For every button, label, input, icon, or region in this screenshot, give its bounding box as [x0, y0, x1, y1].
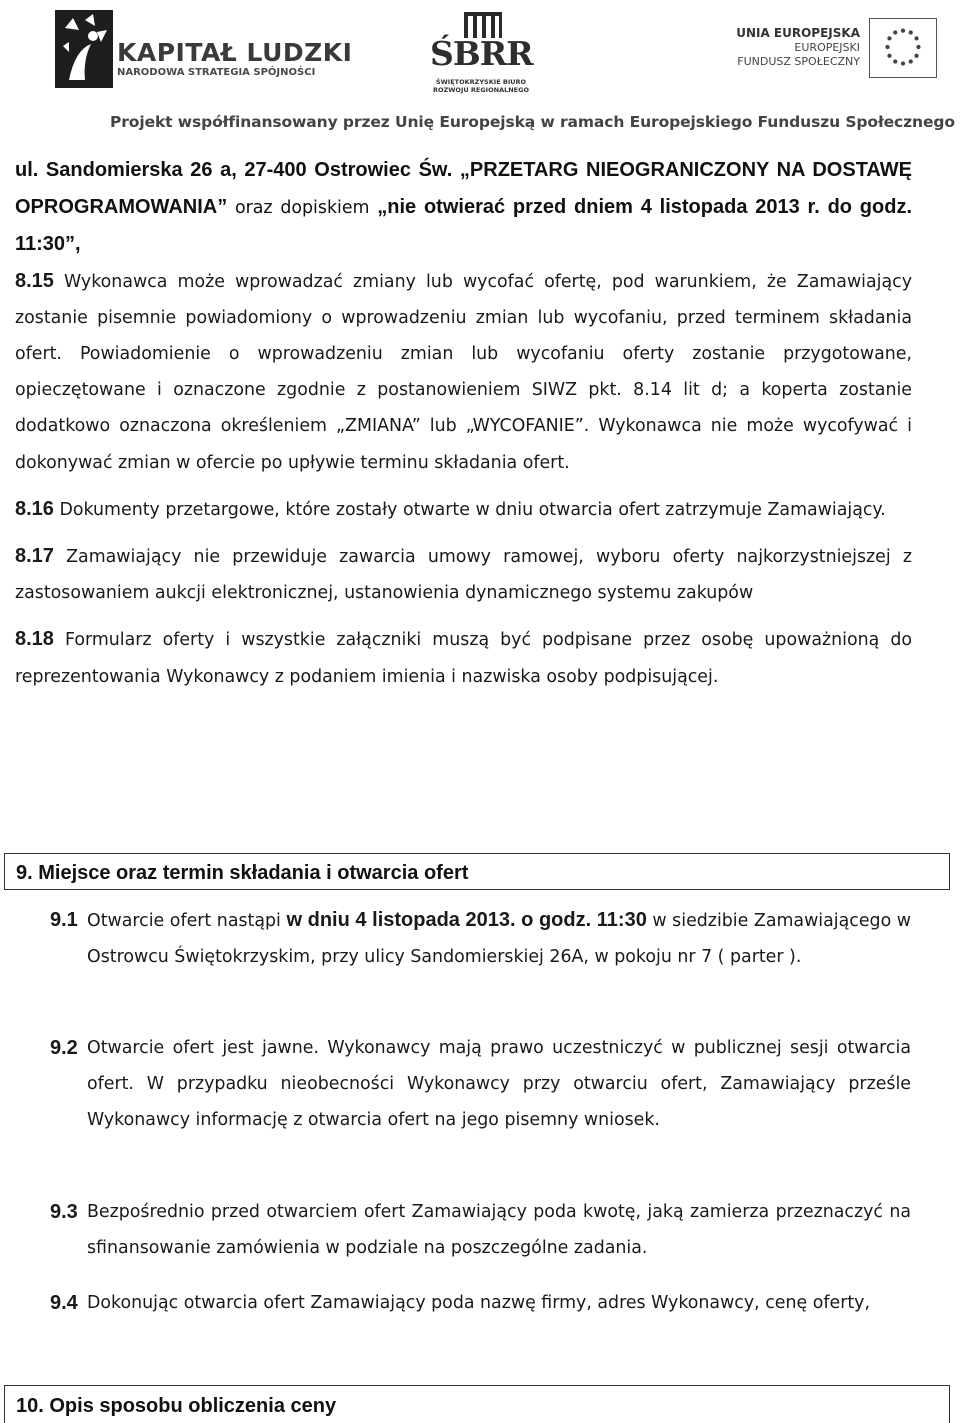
paragraph-8-15-text: Wykonawca może wprowadzać zmiany lub wycofać ofertę, pod warunkiem, że Zamawiający zostanie pisemnie powiadomiony o wprowadzeniu zmian lub wycofaniu, przed terminem składania ofert. Powiadomienie o wprowadzeniu zmian lub wycofaniu oferty zostanie przygotowane, opieczętowane i oznaczone zgodnie z postanowieniem SIWZ pkt. 8.14 lit d; a koperta zostanie dodatkowo oznaczona określeniem „ZMIANA” lub „WYCOFANIE”. Wykonawca nie może wycofywać i dokonywać zmian w ofercie po upływie terminu składania ofert.	[15, 271, 912, 473]
item-9-4-text: Dokonując otwarcia ofert Zamawiający poda nazwę firmy, adres Wykonawcy, cenę oferty,	[87, 1293, 870, 1313]
item-9-1-text-1: Otwarcie ofert nastąpi	[87, 911, 287, 931]
eu-subtitle-1: EUROPEJSKI	[794, 41, 860, 54]
item-9-1-bold: w dniu 4 listopada 2013. o godz. 11:30	[286, 909, 647, 931]
kapital-ludzki-emblem-icon	[55, 10, 113, 88]
item-9-1-text-2: w siedzibie Zamawiającego w Ostrowcu Świętokrzyskim, przy ulicy Sandomierskiej 26A, w pokoju nr 7 ( parter ).	[87, 911, 911, 968]
section-9-heading-box	[4, 853, 950, 890]
item-9-4	[50, 1285, 911, 1321]
item-9-1	[50, 902, 911, 975]
item-9-2-number: 9.2	[50, 1037, 78, 1059]
paragraph-8-16	[15, 491, 912, 528]
sbrr-subtitle-1: ŚWIĘTOKRZYSKIE BIURO	[435, 78, 527, 86]
section-9-title: 9. Miejsce oraz termin składania i otwarcia ofert	[16, 862, 469, 884]
item-9-3-number: 9.3	[50, 1201, 78, 1223]
document-header	[0, 0, 960, 150]
project-cofinancing-line: Projekt współfinansowany przez Unię Europejską w ramach Europejskiego Funduszu Społecznego	[110, 113, 955, 131]
eu-flag-icon	[869, 18, 937, 78]
intro-paragraph	[15, 152, 912, 263]
item-9-2	[50, 1030, 911, 1139]
paragraph-8-17	[15, 538, 912, 611]
kapital-ludzki-title: KAPITAŁ LUDZKI	[117, 38, 353, 67]
paragraph-8-18-number: 8.18	[15, 628, 54, 651]
section-10-heading-box	[4, 1385, 950, 1423]
item-9-4-number: 9.4	[50, 1292, 78, 1314]
item-9-1-number: 9.1	[50, 909, 78, 931]
item-9-3	[50, 1194, 911, 1266]
sbrr-name: ŚBRR	[430, 34, 533, 73]
paragraph-8-16-text: Dokumenty przetargowe, które zostały otwarte w dniu otwarcia ofert zatrzymuje Zamawiający.	[53, 499, 886, 520]
sbrr-subtitle-2: ROZWOJU REGIONALNEGO	[433, 86, 529, 94]
paragraph-8-15	[15, 263, 912, 481]
intro-bold-2: „nie otwierać przed dniem 4 listopada 2013 r. do godz. 11:30”,	[15, 195, 913, 255]
paragraph-8-15-number: 8.15	[15, 269, 54, 292]
paragraph-8-17-number: 8.17	[15, 544, 54, 567]
item-9-2-text: Otwarcie ofert jest jawne. Wykonawcy mają prawo uczestniczyć w publicznej sesji otwarcia ofert. W przypadku nieobecności Wykonawcy przy otwarciu ofert, Zamawiający prześle Wykonawcy informację z otwarcia ofert na jego pisemny wniosek.	[87, 1038, 911, 1131]
intro-bold-1: ul. Sandomierska 26 a, 27-400 Ostrowiec Św. „PRZETARG NIEOGRANICZONY NA DOSTAWĘ OPROGRAMOWANIA”	[15, 159, 912, 218]
document-body	[15, 152, 912, 695]
eu-logo	[735, 18, 945, 88]
eu-subtitle-2: FUNDUSZ SPOŁECZNY	[737, 55, 860, 68]
section-10-title: 10. Opis sposobu obliczenia ceny	[16, 1395, 337, 1417]
item-9-3-text: Bezpośrednio przed otwarciem ofert Zamawiający poda kwotę, jaką zamierza przeznaczyć na sfinansowanie zamówienia w podziale na poszczególne zadania.	[87, 1202, 911, 1259]
paragraph-8-18	[15, 621, 912, 694]
eu-title: UNIA EUROPEJSKA	[736, 26, 860, 40]
paragraph-8-16-number: 8.16	[15, 497, 54, 520]
sbrr-logo	[428, 8, 538, 98]
paragraph-8-18-text: Formularz oferty i wszystkie załączniki muszą być podpisane przez osobę upoważnioną do reprezentowania Wykonawcy z podaniem imienia i nazwiska osoby podpisującej.	[15, 630, 912, 687]
paragraph-8-17-text: Zamawiający nie przewiduje zawarcia umowy ramowej, wyboru oferty najkorzystniejszej z zastosowaniem aukcji elektronicznej, ustanowienia dynamicznego systemu zakupów	[15, 546, 912, 604]
kapital-ludzki-logo	[55, 10, 375, 90]
intro-normal: oraz dopiskiem	[227, 197, 378, 218]
kapital-ludzki-subtitle: NARODOWA STRATEGIA SPÓJNOŚCI	[117, 67, 316, 78]
